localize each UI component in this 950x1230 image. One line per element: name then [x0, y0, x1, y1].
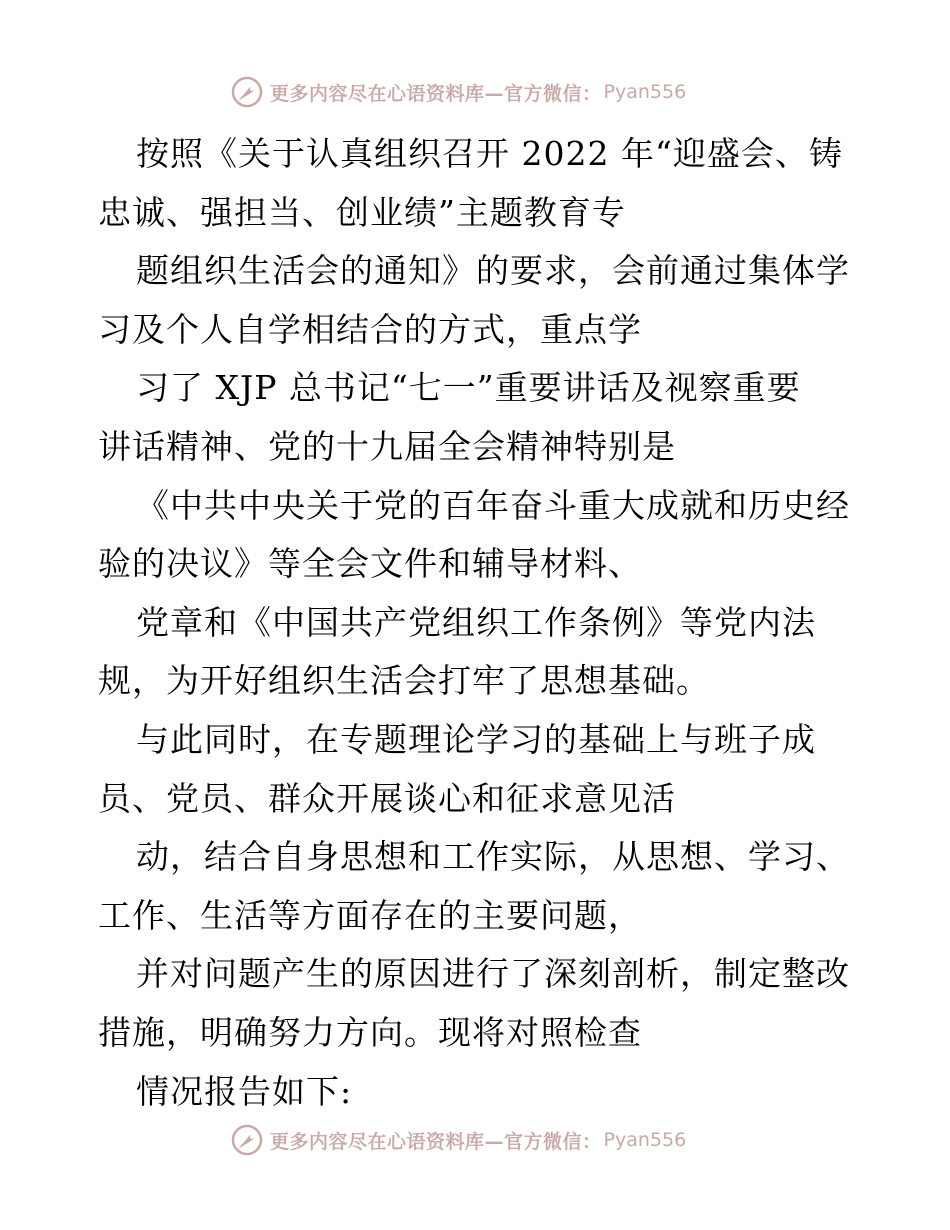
text-line: 措施，明确努力方向。现将对照检查 — [98, 1012, 642, 1052]
text-line: 工作、生活等方面存在的主要问题， — [98, 895, 642, 935]
text-line: 忠诚、强担当、创业绩”主题教育专 — [98, 192, 626, 232]
text-line: 讲话精神、党的十九届全会精神特别是 — [98, 426, 676, 466]
text-line: 党章和《中国共产党组织工作条例》等党内法 — [136, 602, 816, 642]
text-line: 按照《关于认真组织召开 2022 年“迎盛会、铸 — [136, 134, 843, 173]
watermark-text: 更多内容尽在心语资料库—官方微信： — [270, 82, 602, 105]
text-line: 《中共中央关于党的百年奋斗重大成就和历史经 — [136, 485, 850, 525]
text-line: 习及个人自学相结合的方式，重点学 — [98, 309, 642, 349]
text-line: 习了 XJP 总书记“七一”重要讲话及视察重要 — [136, 368, 801, 408]
body-text — [98, 125, 878, 1121]
text-line: 并对问题产生的原因进行了深刻剖析，制定整改 — [136, 954, 850, 994]
header-watermark — [230, 72, 750, 112]
text-line: 与此同时，在专题理论学习的基础上与班子成 — [136, 719, 816, 759]
footer-watermark — [230, 1120, 750, 1160]
text-line: 动，结合自身思想和工作实际，从思想、学习、 — [136, 837, 850, 877]
text-line: 题组织生活会的通知》的要求，会前通过集体学 — [136, 251, 850, 291]
text-line: 规，为开好组织生活会打牢了思想基础。 — [98, 661, 710, 701]
watermark-account: Pyan556 — [603, 1129, 687, 1151]
watermark-text: 更多内容尽在心语资料库—官方微信： — [270, 1130, 602, 1153]
text-line: 员、党员、群众开展谈心和征求意见活 — [98, 778, 676, 818]
pen-nib-logo-icon — [230, 1123, 264, 1157]
text-line: 情况报告如下: — [136, 1071, 353, 1111]
watermark-account: Pyan556 — [603, 81, 687, 103]
text-line: 验的决议》等全会文件和辅导材料、 — [98, 544, 642, 584]
pen-nib-logo-icon — [230, 75, 264, 109]
